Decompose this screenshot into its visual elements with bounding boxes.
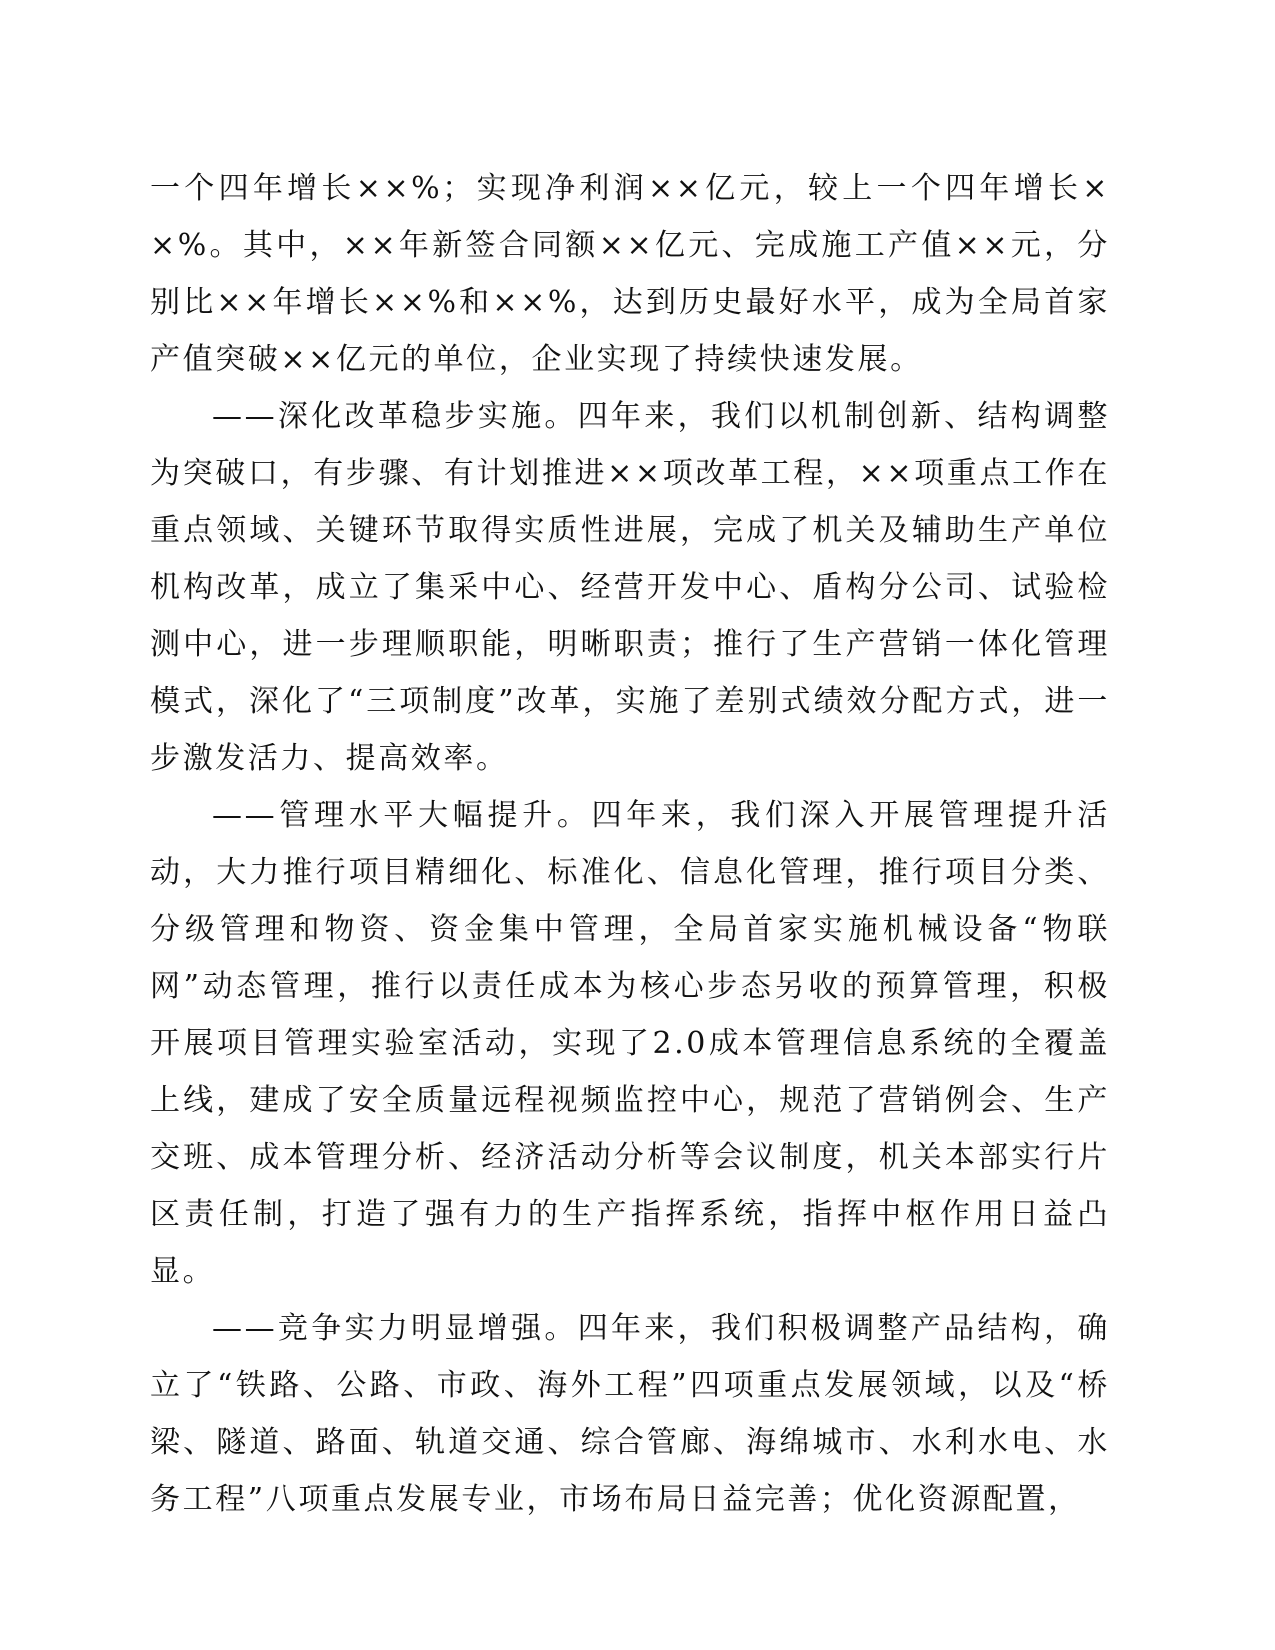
- paragraph-4: ——竞争实力明显增强。四年来，我们积极调整产品结构，确立了“铁路、公路、市政、海外工程”四项重点发展领域，以及“桥梁、隧道、路面、轨道交通、综合管廊、海绵城市、水利水电、水务工程”八项重点发展专业，市场布局日益完善；优化资源配置，: [150, 1311, 1110, 1517]
- document-body: [150, 160, 1110, 1528]
- paragraph-3: ——管理水平大幅提升。四年来，我们深入开展管理提升活动，大力推行项目精细化、标准化、信息化管理，推行项目分类、分级管理和物资、资金集中管理，全局首家实施机械设备“物联网”动态管理，推行以责任成本为核心步态另收的预算管理，积极开展项目管理实验室活动，实现了2.0成本管理信息系统的全覆盖上线，建成了安全质量远程视频监控中心，规范了营销例会、生产交班、成本管理分析、经济活动分析等会议制度，机关本部实行片区责任制，打造了强有力的生产指挥系统，指挥中枢作用日益凸显。: [150, 798, 1110, 1289]
- paragraph-2: ——深化改革稳步实施。四年来，我们以机制创新、结构调整为突破口，有步骤、有计划推进××项改革工程，××项重点工作在重点领域、关键环节取得实质性进展，完成了机关及辅助生产单位机构改革，成立了集采中心、经营开发中心、盾构分公司、试验检测中心，进一步理顺职能，明晰职责；推行了生产营销一体化管理模式，深化了“三项制度”改革，实施了差别式绩效分配方式，进一步激发活力、提高效率。: [150, 399, 1110, 776]
- paragraph-1: 一个四年增长××%；实现净利润××亿元，较上一个四年增长××%。其中，××年新签合同额××亿元、完成施工产值××元，分别比××年增长××%和××%，达到历史最好水平，成为全局首家产值突破××亿元的单位，企业实现了持续快速发展。: [150, 171, 1110, 377]
